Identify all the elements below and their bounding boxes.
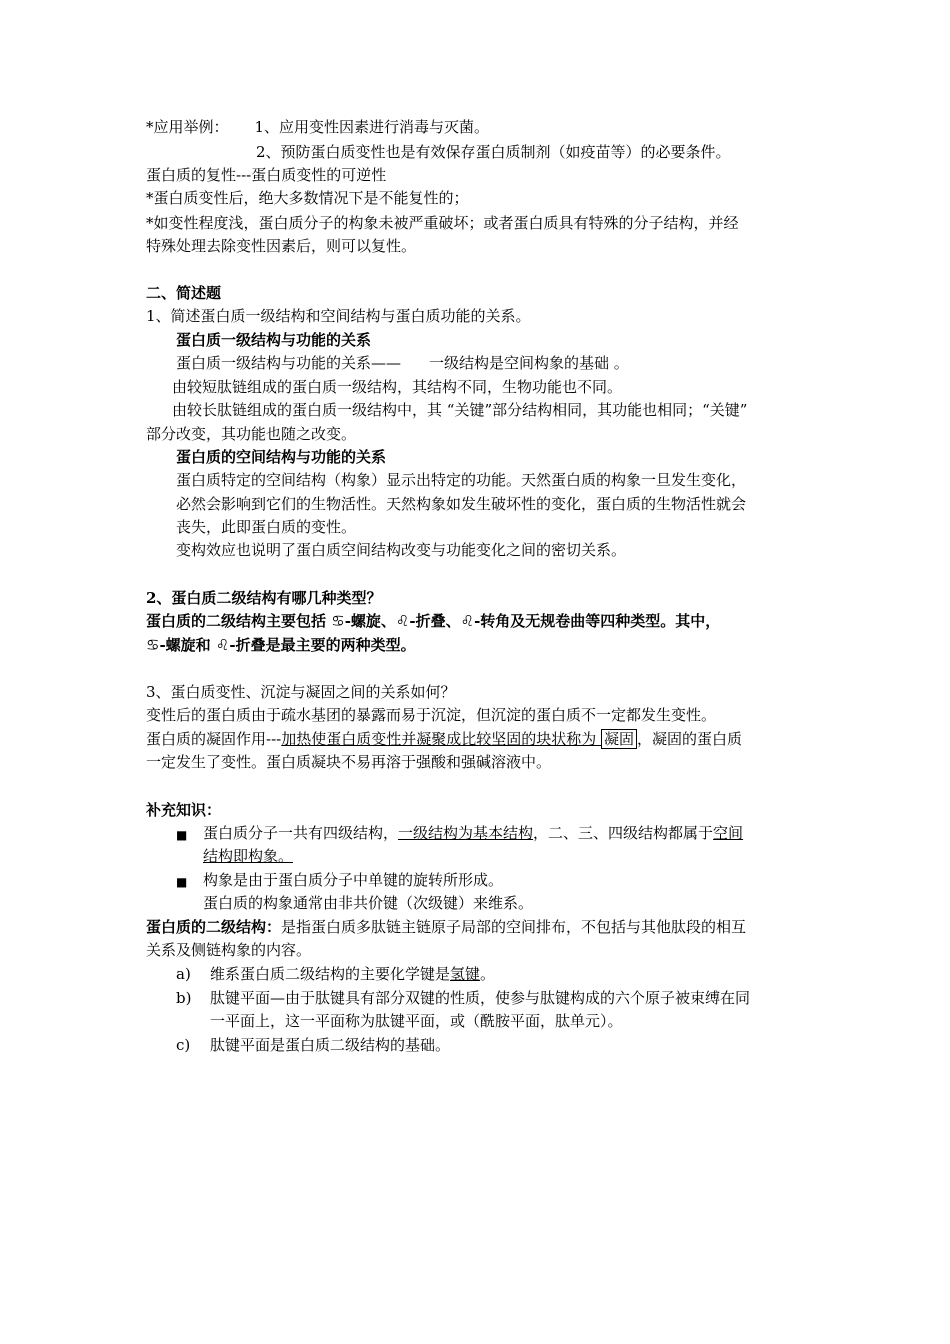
supplement-bullet-2-cont: 蛋白质的构象通常由非共价键（次级键）来维系。 [203, 894, 534, 912]
coagulation-boxed-term: 凝固 [601, 729, 637, 749]
supplement-heading: 补充知识： [146, 801, 222, 819]
renaturation-title: 蛋白质的复性---蛋白质变性的可逆性 [146, 166, 387, 184]
renaturation-note-2: *如变性程度浅，蛋白质分子的构象未被严重破坏；或者蛋白质具有特殊的分子结构，并经 [146, 214, 739, 232]
answer-3-line-2: 蛋白质的凝固作用---加热使蛋白质变性并凝聚成比较坚固的块状称为 凝固 ，凝固的蛋白质 [146, 730, 743, 748]
list-label-c: c) [176, 1036, 191, 1054]
renaturation-note-2-cont: 特殊处理去除变性因素后，则可以复性。 [146, 237, 417, 255]
application-example-label: *应用举例： [146, 118, 229, 136]
beta-symbol-icon: ♌ [395, 612, 410, 630]
secondary-structure-definition: 蛋白质的二级结构：是指蛋白质多肽链主链原子局部的空间排布，不包括与其他肽段的相互 [146, 918, 747, 936]
spatial-structure-line-2: 必然会影响到它们的生物活性。天然构象如发生破坏性的变化，蛋白质的生物活性就会 [176, 495, 747, 513]
spatial-structure-line-4: 变构效应也说明了蛋白质空间结构改变与功能变化之间的密切关系。 [176, 541, 627, 559]
spatial-structure-line-1: 蛋白质特定的空间结构（构象）显示出特定的功能。天然蛋白质的构象一旦发生变化， [176, 471, 747, 489]
question-3: 3、蛋白质变性、沉淀与凝固之间的关系如何？ [146, 683, 456, 701]
application-example-item-1: 1、应用变性因素进行消毒与灭菌。 [254, 118, 490, 136]
primary-structure-line-4: 部分改变，其功能也随之改变。 [146, 425, 357, 443]
spatial-structure-line-3: 丧失，此即蛋白质的变性。 [176, 518, 357, 536]
subheading-spatial-structure: 蛋白质的空间结构与功能的关系 [176, 448, 387, 466]
bullet-square-icon: ■ [176, 875, 188, 889]
question-2: 2、蛋白质二级结构有哪几种类型？ [146, 589, 382, 607]
bullet-square-icon: ■ [176, 828, 188, 842]
application-example-item-2: 2、预防蛋白质变性也是有效保存蛋白质制剂（如疫苗等）的必要条件。 [256, 143, 731, 161]
list-label-a: a) [176, 965, 191, 983]
renaturation-note-1: *蛋白质变性后，绝大多数情况下是不能复性的； [146, 189, 469, 207]
answer-2-line-1: 蛋白质的二级结构主要包括 ♋-螺旋、♌-折叠、♌-转角及无规卷曲等四种类型。其中， [146, 612, 721, 630]
beta-symbol-icon: ♌ [215, 636, 230, 654]
secondary-structure-definition-cont: 关系及侧链构象的内容。 [146, 941, 312, 959]
question-1: 1、简述蛋白质一级结构和空间结构与蛋白质功能的关系。 [146, 307, 531, 325]
primary-structure-line-2: 由较短肽链组成的蛋白质一级结构，其结构不同，生物功能也不同。 [172, 378, 623, 396]
list-label-b: b) [176, 989, 192, 1007]
supplement-bullet-2: 构象是由于蛋白质分子中单键的旋转所形成。 [203, 871, 504, 889]
beta-symbol-icon: ♌ [460, 612, 475, 630]
alpha-symbol-icon: ♋ [331, 612, 345, 630]
subheading-primary-structure: 蛋白质一级结构与功能的关系 [176, 331, 372, 349]
coagulation-definition: 加热使蛋白质变性并凝聚成比较坚固的块状称为 [281, 730, 601, 748]
answer-3-line-3: 一定发生了变性。蛋白质凝块不易再溶于强酸和强碱溶液中。 [146, 753, 552, 771]
list-item-b: 肽键平面—由于肽键具有部分双键的性质，使参与肽键构成的六个原子被束缚在同 [210, 989, 751, 1007]
answer-3-line-1: 变性后的蛋白质由于疏水基团的暴露而易于沉淀，但沉淀的蛋白质不一定都发生变性。 [146, 706, 717, 724]
supplement-bullet-1: 蛋白质分子一共有四级结构，一级结构为基本结构，二、三、四级结构都属于空间 [203, 824, 744, 842]
alpha-symbol-icon: ♋ [146, 636, 160, 654]
application-example-line-1 [146, 117, 489, 139]
list-item-c: 肽键平面是蛋白质二级结构的基础。 [210, 1036, 451, 1054]
primary-structure-line-1: 蛋白质一级结构与功能的关系—— 一级结构是空间构象的基础 。 [176, 354, 629, 372]
list-item-a: 维系蛋白质二级结构的主要化学键是氢键。 [210, 965, 496, 983]
list-item-b-cont: 一平面上，这一平面称为肽键平面，或（酰胺平面，肽单元）。 [210, 1012, 623, 1030]
primary-structure-line-3: 由较长肽链组成的蛋白质一级结构中，其 “关键”部分结构相同，其功能也相同；“关键” [172, 401, 748, 419]
supplement-bullet-1-cont: 结构即构象。 [203, 847, 294, 865]
answer-2-line-2: ♋-螺旋和 ♌-折叠是最主要的两种类型。 [146, 636, 416, 654]
section-heading-short-answer: 二、简述题 [146, 284, 222, 302]
